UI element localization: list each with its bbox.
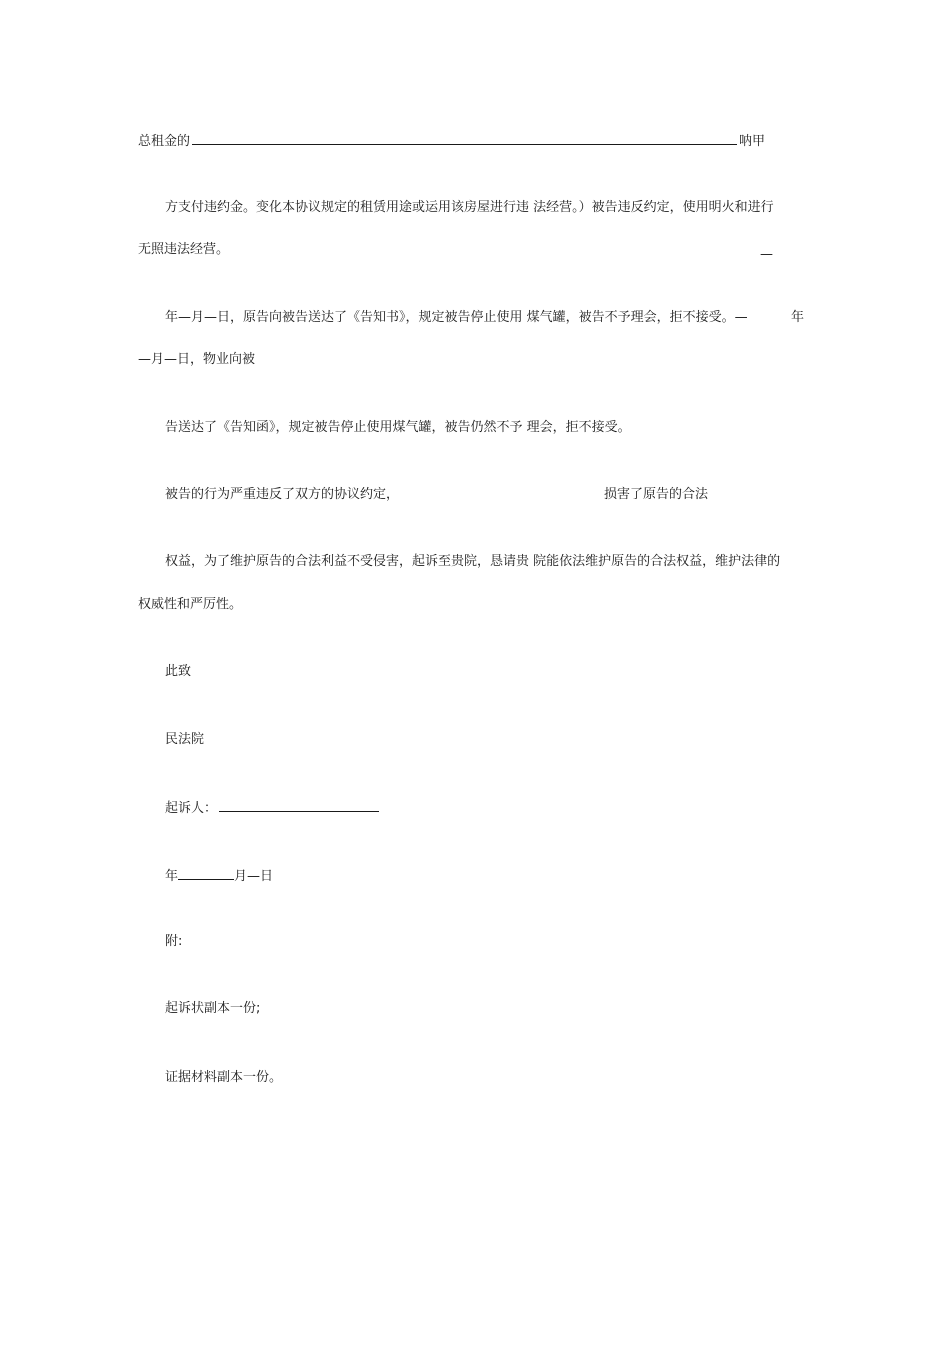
total-rent-suffix: 呐甲 [739, 134, 766, 149]
paragraph-notice-line2: —月—日，物业向被 [138, 352, 256, 367]
salutation: 此致 [165, 664, 192, 679]
paragraph-penalty-line1 [165, 198, 803, 218]
attachment-item-2: 证据材料副本一份。 [165, 1070, 283, 1085]
attachment-item-1: 起诉状副本一份; [165, 1001, 261, 1016]
paragraph-violation-a: 被告的行为严重违反了双方的协议约定， [165, 487, 400, 502]
plaintiff-line [165, 797, 379, 819]
total-rent-blank[interactable] [192, 130, 737, 145]
court-name: 民法院 [165, 732, 205, 747]
paragraph-notice-line1: 年—月—日，原告向被告送达了《告知书》，规定被告停止使用 煤气罐，被告不予理会，拒不接受。— [165, 310, 748, 325]
attachment-label: 附: [165, 934, 183, 949]
dash-mark: — [760, 247, 773, 262]
paragraph-rights-line2: 权威性和严厉性。 [138, 597, 243, 612]
date-rest-label: 月—日 [234, 869, 274, 884]
paragraph-violation-b: 损害了原告的合法 [604, 487, 709, 502]
total-rent-label: 总租金的 [138, 134, 191, 149]
paragraph-notice-year: 年 [791, 310, 805, 325]
plaintiff-label: 起诉人： [165, 801, 218, 816]
plaintiff-blank[interactable] [219, 797, 379, 812]
paragraph-penalty-line2: 无照违法经营。 [138, 242, 230, 257]
date-line [165, 865, 273, 887]
line-total-rent [138, 130, 765, 152]
paragraph-penalty-text1: 方支付违约金。变化本协议规定的租赁用途或运用该房屋进行违 法经营。）被告违反约定，使用明火和进行 [165, 200, 774, 215]
date-year-label: 年 [165, 869, 179, 884]
paragraph-rights-line1: 权益，为了维护原告的合法利益不受侵害，起诉至贵院，恳请贵 院能依法维护原告的合法权益，维护法律的 [165, 554, 781, 569]
date-blank[interactable] [178, 865, 234, 880]
paragraph-letter: 告送达了《告知函》，规定被告停止使用煤气罐，被告仍然不予 理会，拒不接受。 [165, 420, 631, 435]
